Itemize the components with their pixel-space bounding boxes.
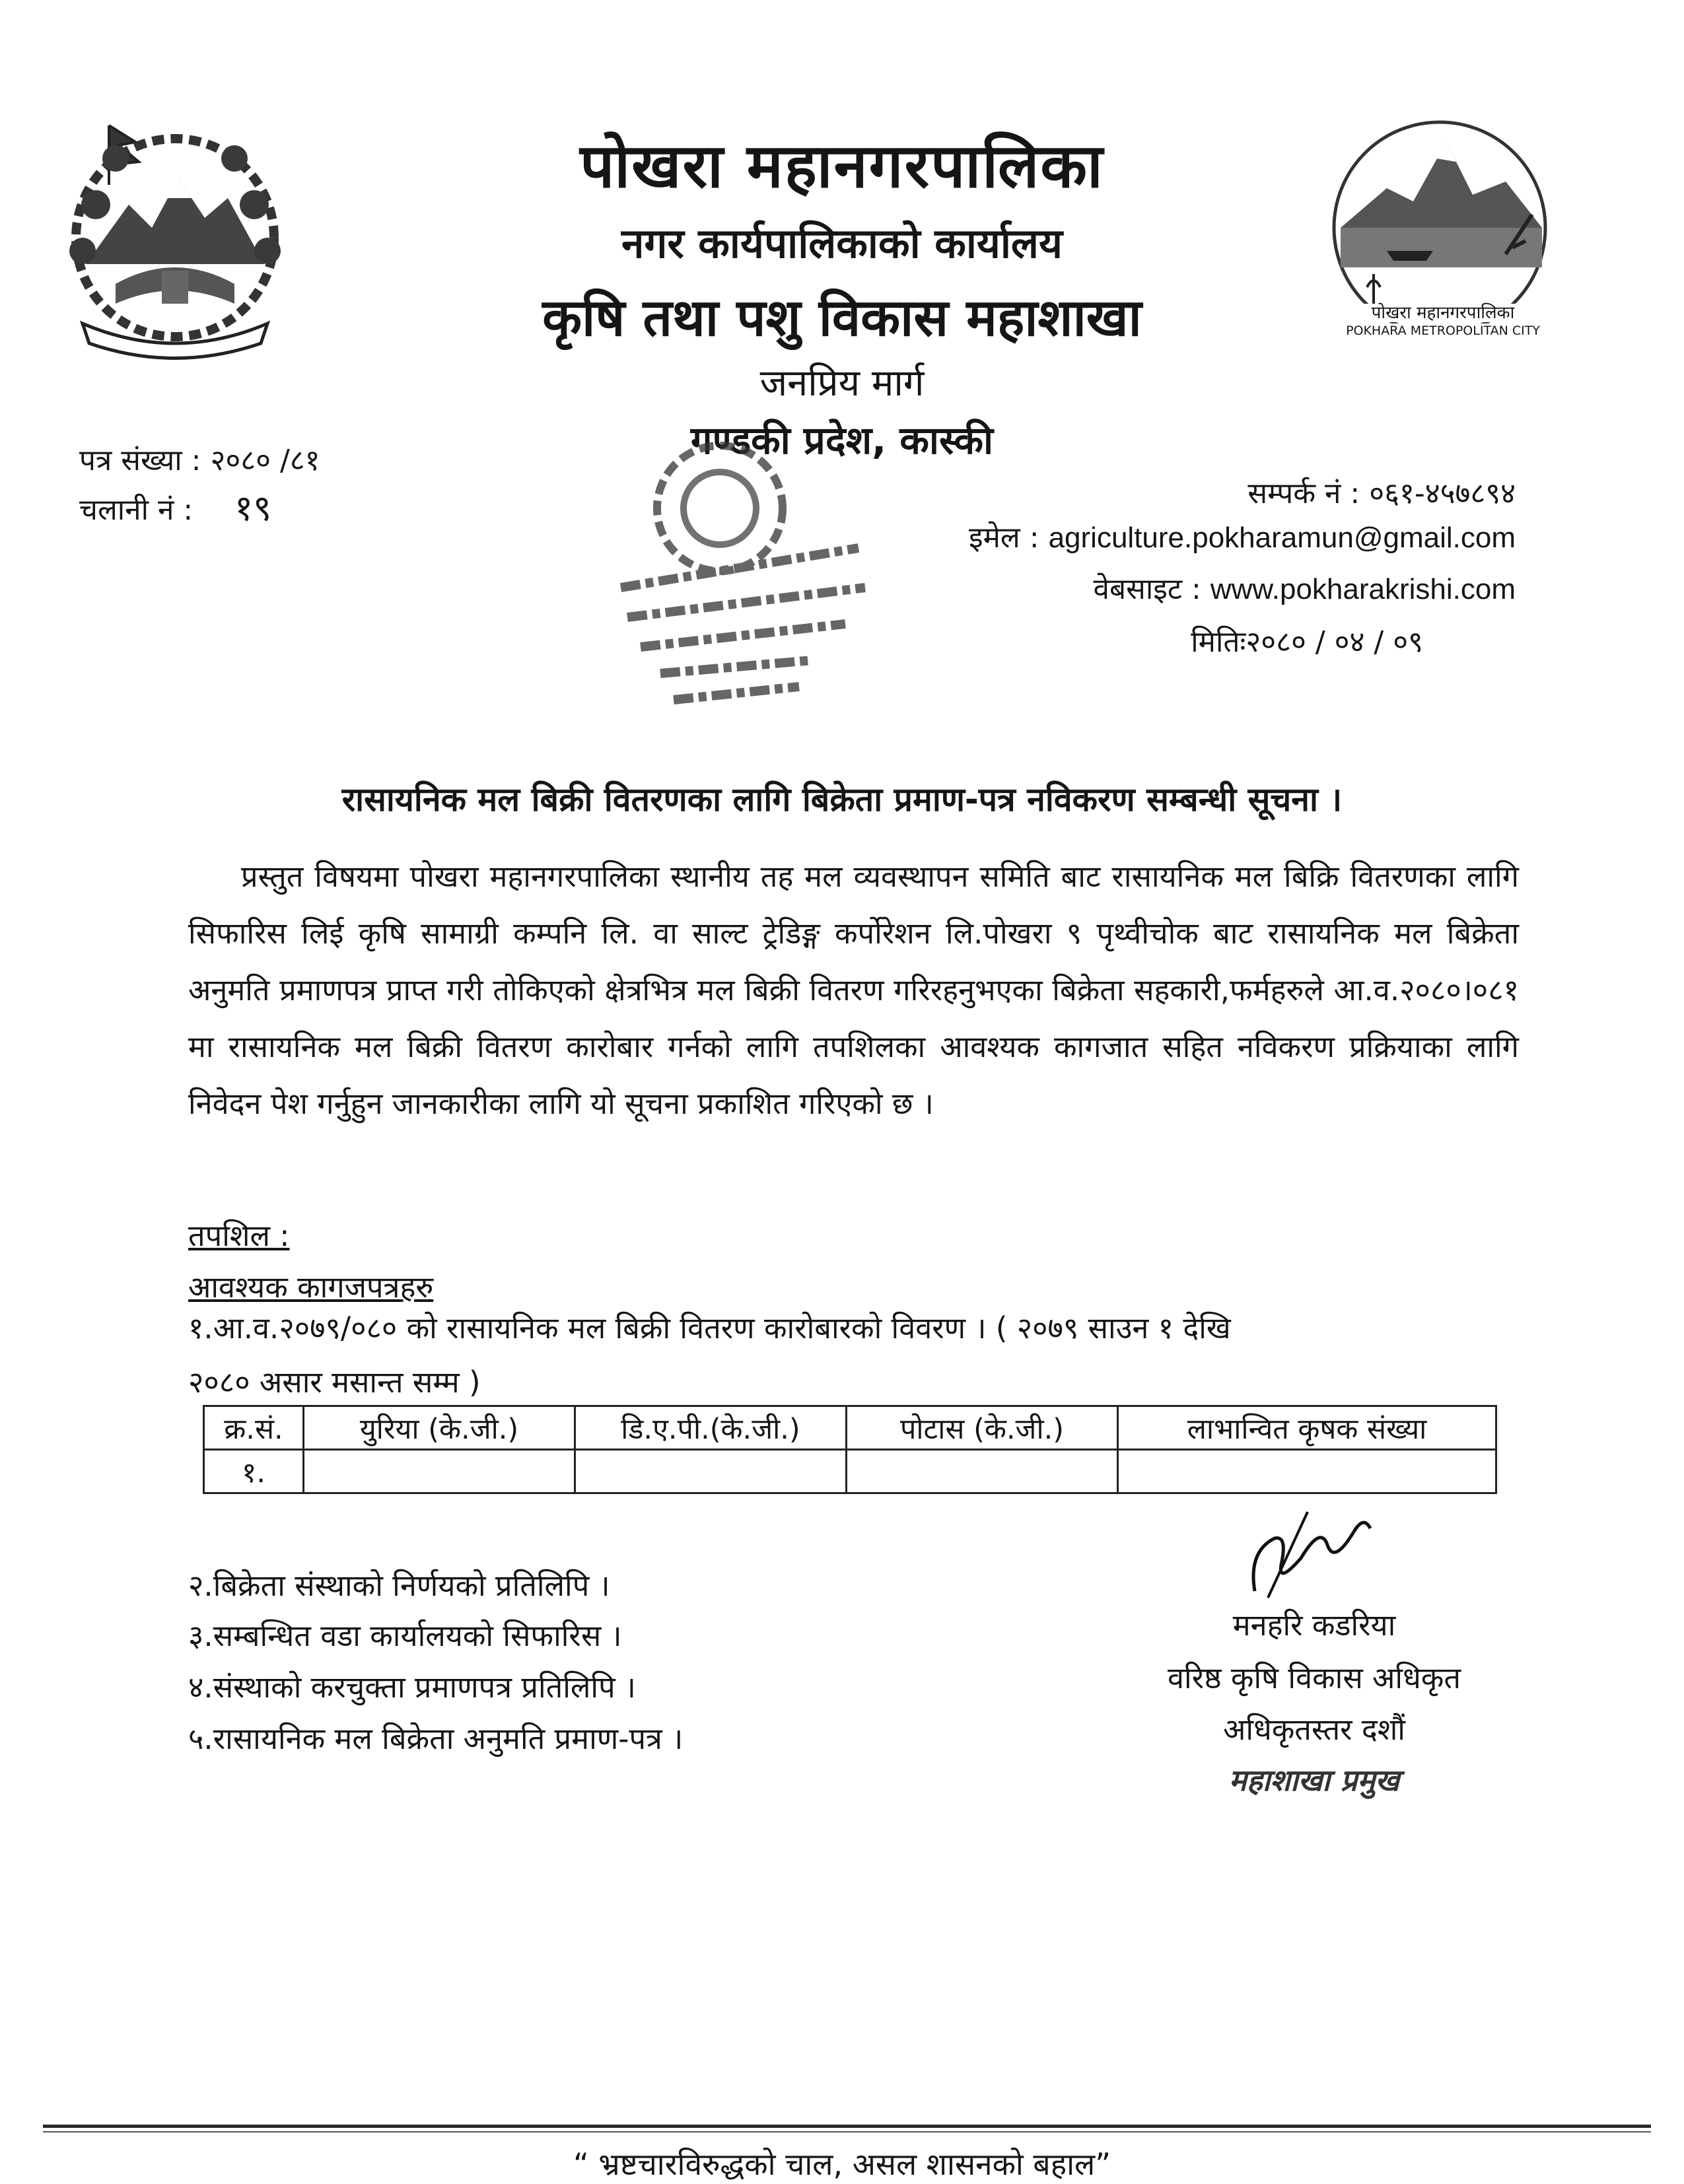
table-cell <box>847 1450 1118 1493</box>
footer-divider <box>43 2125 1651 2128</box>
item-1-line-1: १.आ.व.२०७९/०८० को रासायनिक मल बिक्री वितरण कारोबारको विवरण । ( २०७९ साउन १ देखि <box>188 1311 1231 1346</box>
documents-heading: आवश्यक कागजपत्रहरु <box>188 1270 434 1305</box>
street-address: जनप्रिय मार्ग <box>759 362 925 405</box>
table-cell: १. <box>204 1450 304 1493</box>
letter-date: मितिः२०८० / ०४ / ०९ <box>1191 625 1423 659</box>
office-stamp <box>581 396 898 739</box>
signatory-level: अधिकृतस्तर दशौं <box>1223 1712 1405 1747</box>
letter-number: पत्र संख्या : २०८० /८१ <box>79 444 320 477</box>
notice-subject: रासायनिक मल बिक्री वितरणका लागि बिक्रेता प्रमाण-पत्र नविकरण सम्बन्धी सूचना । <box>341 780 1343 819</box>
signatory-designation: वरिष्ठ कृषि विकास अधिकृत <box>1168 1660 1461 1695</box>
tapashil-label: तपशिल : <box>188 1218 290 1253</box>
table-header: पोटास (के.जी.) <box>847 1406 1118 1450</box>
table-header-row <box>204 1406 1496 1450</box>
office-stamp-icon <box>581 396 898 739</box>
logo-text-en: POKHARA METROPOLITAN CITY <box>1337 324 1549 338</box>
table-header: डि.ए.पी.(के.जी.) <box>575 1406 847 1450</box>
document-item: ५.रासायनिक मल बिक्रेता अनुमति प्रमाण-पत्र । <box>188 1721 684 1756</box>
table-header: लाभान्वित कृषक संख्या <box>1118 1406 1496 1450</box>
signature <box>1228 1499 1387 1611</box>
footer-divider-thin <box>43 2131 1651 2133</box>
office-name: नगर कार्यपालिकाको कार्यालय <box>621 219 1063 267</box>
document-item: ३.सम्बन्धित वडा कार्यालयको सिफारिस । <box>188 1618 622 1653</box>
table-row <box>204 1450 1496 1493</box>
table-cell <box>575 1450 847 1493</box>
table-cell <box>304 1450 575 1493</box>
website-label: वेबसाइट : <box>1093 572 1201 606</box>
footer-slogan: “ भ्रष्टचारविरुद्धको चाल, असल शासनको बहाल” <box>573 2146 1111 2182</box>
contact-phone: सम्पर्क नं : ०६१-४५७८९४ <box>1247 477 1516 510</box>
email-link[interactable]: agriculture.pokharamun@gmail.com <box>1048 522 1516 554</box>
table-header: युरिया (के.जी.) <box>304 1406 575 1450</box>
table-cell <box>1118 1450 1496 1493</box>
contact-website-row <box>1094 568 1516 607</box>
sales-table <box>203 1405 1497 1494</box>
email-label: इमेल : <box>969 521 1039 555</box>
page-title: पोखरा महानगरपालिका <box>580 131 1104 201</box>
document-item: २.बिक्रेता संस्थाको निर्णयको प्रतिलिपि । <box>188 1568 610 1603</box>
document-item: ४.संस्थाको करचुक्ता प्रमाणपत्र प्रतिलिपि । <box>188 1670 636 1705</box>
contact-email-row <box>969 516 1516 556</box>
handwritten-signature-icon <box>1228 1499 1387 1611</box>
item-1-line-2: २०८० असार मसान्त सम्म ) <box>188 1365 481 1400</box>
table-header: क्र.सं. <box>204 1406 304 1450</box>
website-link[interactable]: www.pokharakrishi.com <box>1210 573 1516 605</box>
location: गण्डकी प्रदेश, कास्की <box>690 418 994 463</box>
signatory-name: मनहरि कडरिया <box>1232 1608 1396 1643</box>
logo-text-np: पोखरा महानगरपालिका <box>1344 304 1542 322</box>
division-name: कृषि तथा पशु विकास महाशाखा <box>542 289 1142 348</box>
dispatch-number-label: चलानी नं : <box>79 493 193 527</box>
dispatch-number-handwritten: १९ <box>234 487 272 529</box>
notice-body: प्रस्तुत विषयमा पोखरा महानगरपालिका स्थानीय तह मल व्यवस्थापन समिति बाट रासायनिक मल बिक्रि वितरणका लागि सिफारिस लिई कृषि सामाग्री कम्पनि लि. वा साल्ट ट्रेडिङ्ग कर्पोरेशन लि.पोखरा ९ पृथ्वीचोक बाट रासायनिक मल बिक्रेता अनुमति प्रमाणपत्र प्राप्त गरी तोकिएको क्षेत्रभित्र मल बिक्री वितरण गरिरहनुभएका बिक्रेता सहकारी,फर्महरुले आ.व.२०८०।०८१ मा रासायनिक मल बिक्री वितरण कारोबार गर्नको लागि तपशिलका आवश्यक कागजात सहित नविकरण प्रक्रियाका लागि निवेदन पेश गर्नुहुन जानकारीका लागि यो सूचना प्रकाशित गरिएको छ । <box>188 859 1519 1121</box>
role-stamp: महाशाखा प्रमुख <box>1228 1763 1400 1798</box>
